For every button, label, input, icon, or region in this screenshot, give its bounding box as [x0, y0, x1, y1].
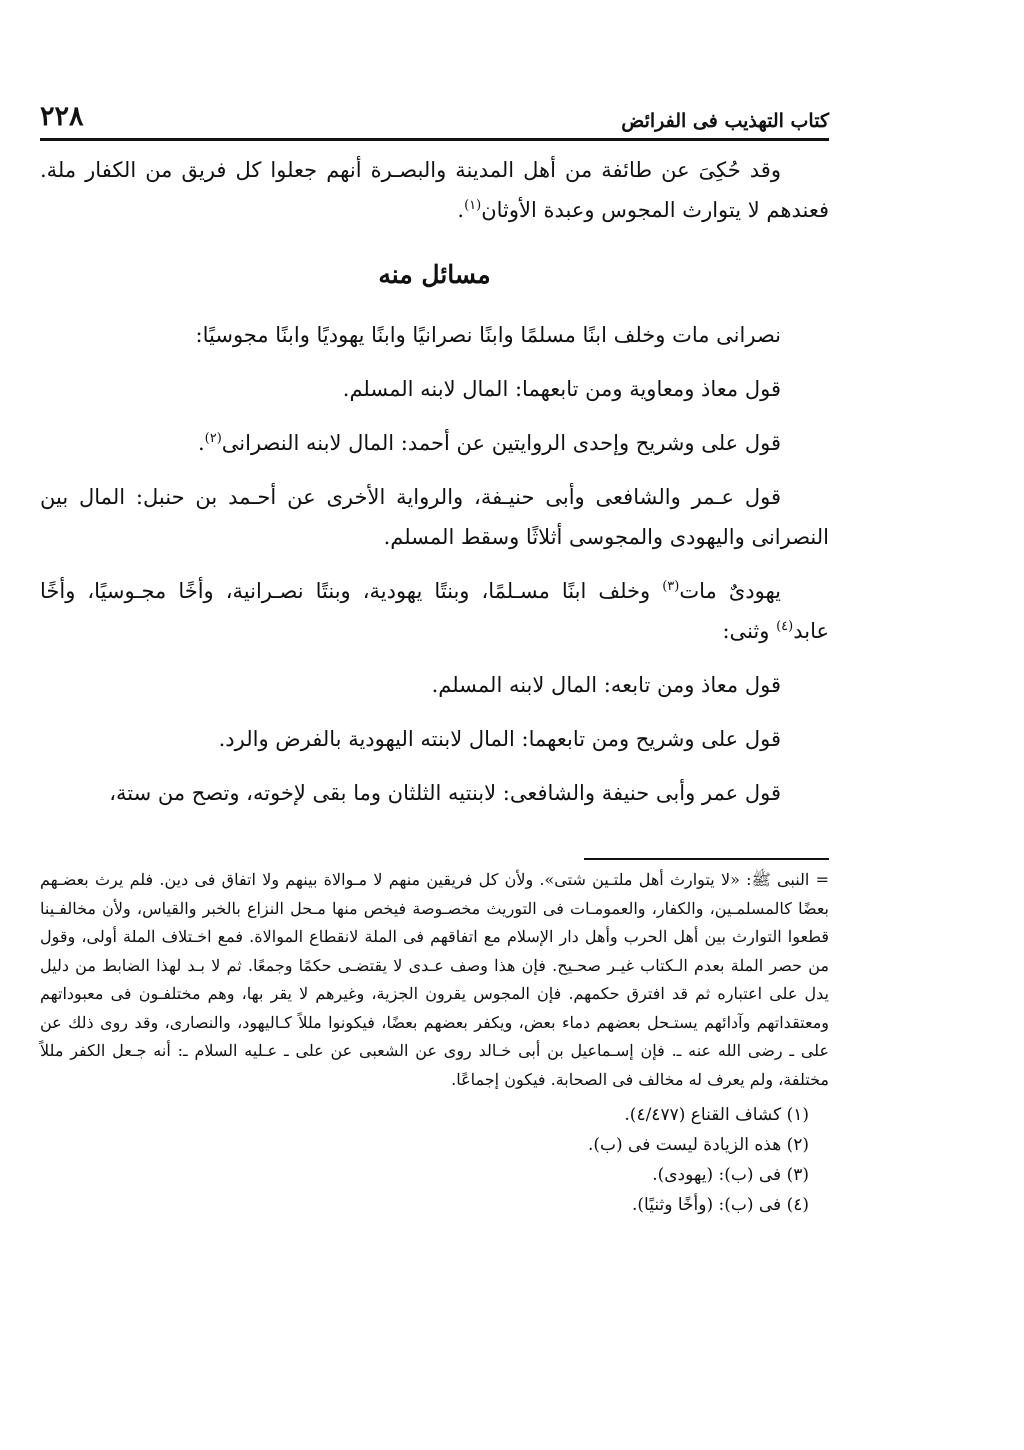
case-2-opinion-2: قول على وشريح ومن تابعهما: المال لابنته اليهودية بالفرض والرد.: [218, 727, 781, 751]
section-heading: مسائل منه: [378, 260, 491, 289]
footnote-1: (١) كشاف القناع (٤/٤٧٧).: [624, 1105, 809, 1125]
footnote-4: (٤) فى (ب): (وأخًا وثنيًا).: [632, 1195, 809, 1215]
footnotes-area: [40, 866, 829, 1220]
case-2-part-b: وخلف ابنًا مسـلمًا، وبنتًا يهودية، وبنتًا نصـرانية، وأخًا مجـوسيًا، وأخًا عابد: [40, 579, 829, 643]
case-1-opinion-3: قول عـمر والشافعى وأبى حنيـفة، والرواية الأخرى عن أحـمد بن حنبل: المال بين النصرانى واليهودى والمجوسى أثلاثًا وسقط المسلم.: [40, 485, 829, 549]
footnote-ref-2: (٢): [204, 431, 222, 446]
footnote-ref-3: (٣): [662, 579, 680, 594]
footnote-ref-4: (٤): [776, 619, 794, 634]
case-2-part-c: وثنى:: [722, 619, 777, 643]
case-1-opinion-2-text: قول على وشريح وإحدى الروايتين عن أحمد: المال لابنه النصرانى: [221, 431, 781, 455]
case-2-part-a: يهودىٌ مات: [679, 579, 781, 603]
page-number: ٢٢٨: [40, 101, 84, 132]
case-1-opinion-1: قول معاذ ومعاوية ومن تابعهما: المال لابنه المسلم.: [342, 377, 781, 401]
footnote-ref-1: (١): [464, 198, 482, 213]
case-1-opinion-2: [40, 423, 829, 463]
running-title: كتاب التهذيب فى الفرائض: [621, 110, 829, 132]
main-text: [40, 150, 829, 827]
footnote-list: [40, 1100, 829, 1220]
intro-paragraph: [40, 150, 829, 230]
case-1-statement: نصرانى مات وخلف ابنًا مسلمًا وابنًا نصرانيًا وابنًا يهوديًا وابنًا مجوسيًا:: [195, 323, 781, 347]
footnote-separator: [584, 858, 829, 860]
intro-line-2: فعندهم لا يتوارث المجوس وعبدة الأوثان: [481, 198, 829, 222]
intro-line-2-end: .: [457, 198, 465, 222]
case-2-statement: [40, 571, 829, 651]
page-header: [40, 92, 829, 141]
case-2-opinion-1: قول معاذ ومن تابعه: المال لابنه المسلم.: [431, 673, 781, 697]
case-2-opinion-3: قول عمر وأبى حنيفة والشافعى: لابنتيه الثلثان وما بقى لإخوته، وتصح من ستة،: [109, 781, 781, 805]
case-1-opinion-2-end: .: [197, 431, 205, 455]
footnote-2: (٢) هذه الزيادة ليست فى (ب).: [587, 1135, 809, 1155]
intro-line-1: وقد حُكِىَ عن طائفة من أهل المدينة والبصـرة أنهم جعلوا كل فريق من الكفار ملة.: [40, 158, 781, 182]
note-continuation: = النبى ﷺ: «لا يتوارث أهل ملتـين شتى». ولأن كل فريقين منهم لا مـوالاة بينهم ولا اتفاق فى دين. فلم يرث بعضـهم بعضًا كالمسلمـين، والكفار، والعمومـات فى التوريث مخصـوصة فيخص منها مـحل النزاع بالخبر والقياس، ولأن مخالفـينا قطعوا التوارث بين أهل الحرب وأهل دار الإسلام مع اتفاقهم فى الملة لانقطاع الموالاة. فمع اخـتلاف الملة أولى، وقول من حصر الملة بعدم الـكتاب غيـر صحـيح. فإن هذا وصف عـدى لا يقتضـى حكمًا وجمعًا. ثم لا بـد لهذا الضابط من دليل يدل على اعتباره ثم قد افترق حكمهم. فإن المجوس يقرون الجزية، وغيرهم لا يقر بها، وهم مختلفـون فى معبوداتهم ومعتقداتهم وآدائهم يستـحل بعضهم دماء بعض، ويكفر بعضهم بعضًا، فيكونوا مللاً كـاليهود، والنصارى، وقد روى ذلك عن على ـ رضى الله عنه ـ. فإن إسـماعيل بن أبى خـالد روى عن الشعبى عن على ـ عـليه السلام ـ: أنه جـعل الكفر مللاً مختلفة، ولم يعرف له مخالف فى الصحابة. فيكون إجماعًا.: [40, 870, 830, 1089]
footnote-3: (٣) فى (ب): (يهودى).: [652, 1165, 809, 1185]
